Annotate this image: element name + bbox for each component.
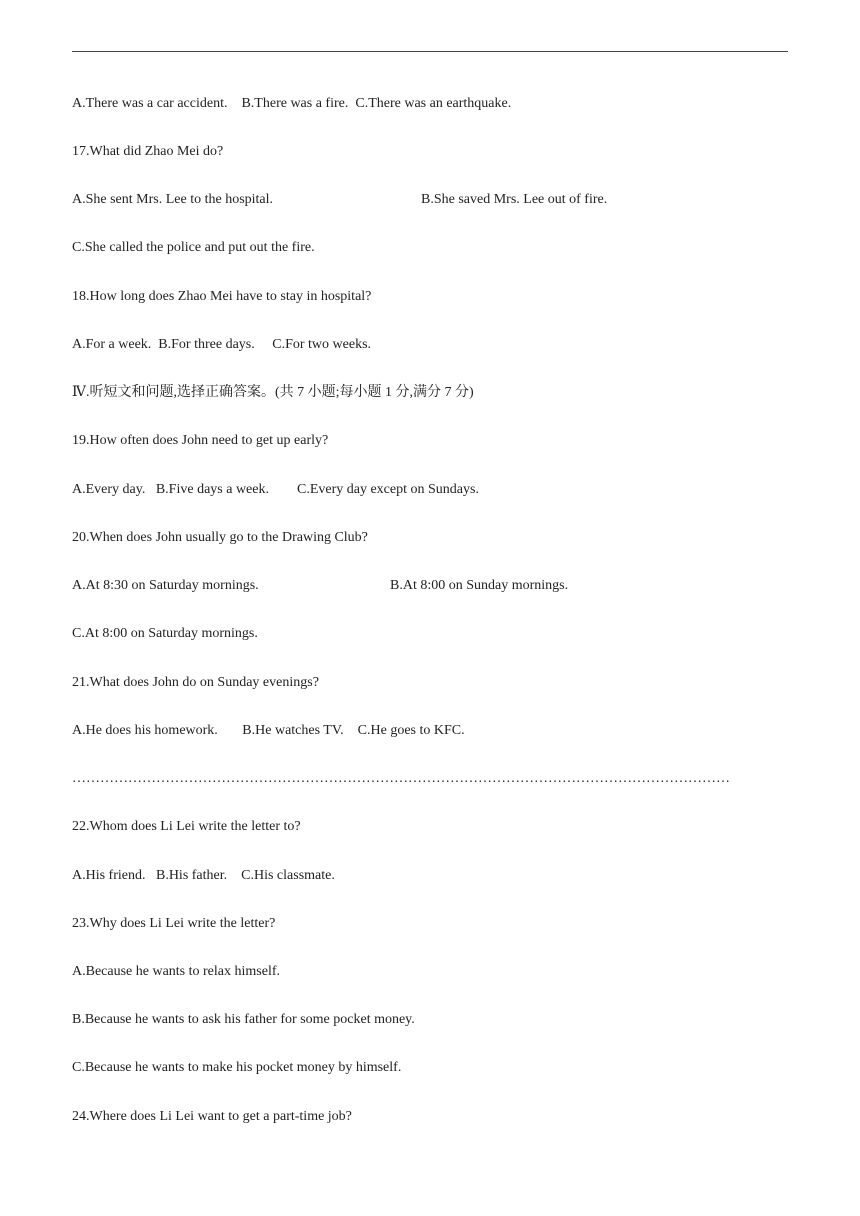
q20-option-c: C.At 8:00 on Saturday mornings. [72,626,258,641]
dotted-separator: …………………………………………………………………………………………………………………………… [72,771,730,786]
q22-options: A.His friend. B.His father. C.His classmate. [72,868,335,883]
q23-option-b: B.Because he wants to ask his father for some pocket money. [72,1012,415,1027]
q19-options: A.Every day. B.Five days a week. C.Every day except on Sundays. [72,482,479,497]
q19-question: 19.How often does John need to get up early? [72,433,329,448]
q20-option-b: B.At 8:00 on Sunday mornings. [390,578,569,593]
q24-question: 24.Where does Li Lei want to get a part-time job? [72,1109,352,1124]
q17-option-b: B.She saved Mrs. Lee out of fire. [421,192,608,207]
q20-option-a: A.At 8:30 on Saturday mornings. [72,578,259,593]
q18-options: A.For a week. B.For three days. C.For two weeks. [72,337,372,352]
header-rule [72,51,788,52]
q22-question: 22.Whom does Li Lei write the letter to? [72,819,301,834]
q21-options: A.He does his homework. B.He watches TV. C.He goes to KFC. [72,723,465,738]
q20-question: 20.When does John usually go to the Drawing Club? [72,530,368,545]
section-4-heading: Ⅳ.听短文和问题,选择正确答案。(共 7 小题;每小题 1 分,满分 7 分) [72,385,474,400]
q23-option-a: A.Because he wants to relax himself. [72,964,280,979]
q16-options: A.There was a car accident. B.There was a fire. C.There was an earthquake. [72,96,512,111]
q23-option-c: C.Because he wants to make his pocket money by himself. [72,1060,402,1075]
q21-question: 21.What does John do on Sunday evenings? [72,675,319,690]
q23-question: 23.Why does Li Lei write the letter? [72,916,276,931]
q17-option-a: A.She sent Mrs. Lee to the hospital. [72,192,274,207]
q18-question: 18.How long does Zhao Mei have to stay in hospital? [72,289,372,304]
q17-question: 17.What did Zhao Mei do? [72,144,224,159]
q17-option-c: C.She called the police and put out the fire. [72,240,315,255]
